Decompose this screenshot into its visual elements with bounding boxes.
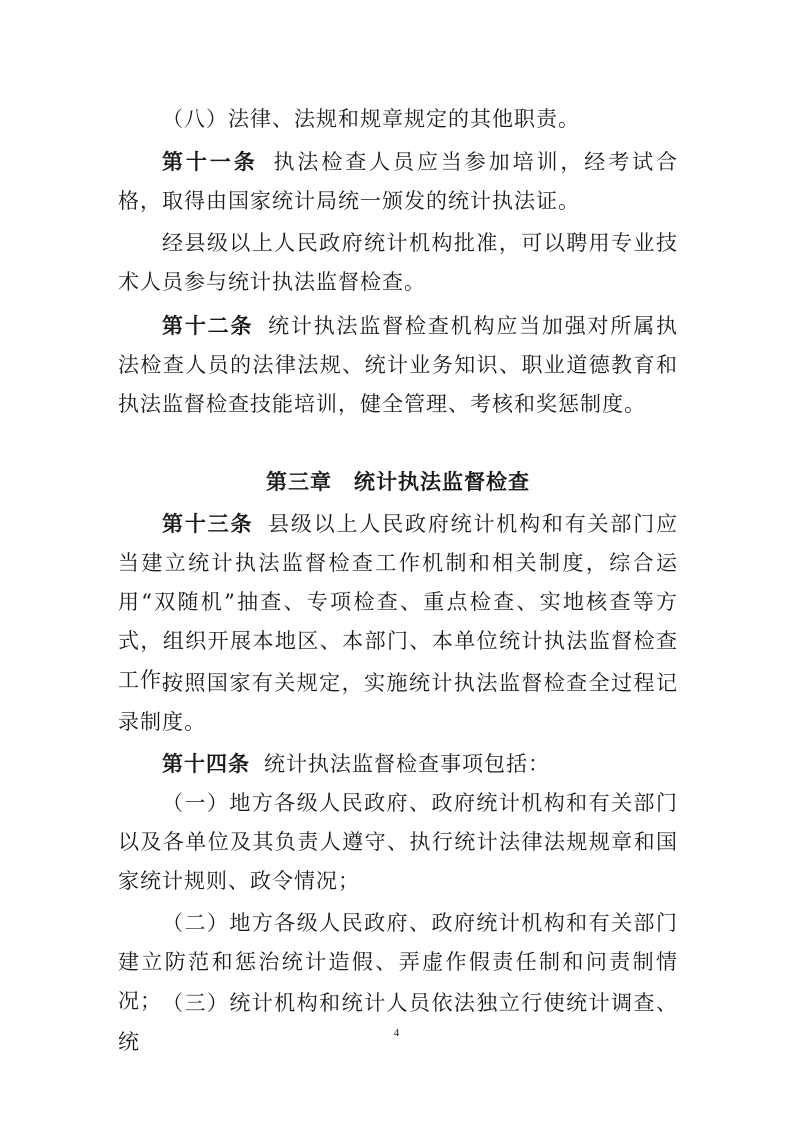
article-12	[118, 306, 678, 424]
paragraph-item-3	[118, 984, 678, 1062]
paragraph-text: 统计执法监督检查事项包括：	[264, 752, 550, 776]
page-number: 4	[393, 1027, 400, 1039]
chapter-number: 第三章	[266, 469, 332, 494]
paragraph-item-8	[118, 100, 678, 139]
paragraph-text: 经县级以上人民政府统计机构批准，可以聘用专业技术人员参与统计执法监督检查。	[118, 231, 678, 294]
article-label: 第十一条	[162, 149, 258, 174]
article-14	[118, 744, 678, 784]
article-label: 第十二条	[162, 313, 254, 338]
paragraph-text: 县级以上人民政府统计机构和有关部门应当建立统计执法监督检查工作机制和相关制度，综合运用“双随机”抽查、专项检查、重点检查、实地核查等方式，组织开展本地区、本部门、本单位统计执法监督检查工作。	[118, 512, 679, 692]
paragraph-item-1	[118, 784, 678, 901]
article-label: 第十三条	[162, 511, 254, 536]
paragraph-hiring	[118, 224, 678, 302]
paragraph-text: （八）法律、法规和规章规定的其他职责。	[162, 107, 580, 131]
paragraph-text: 统计执法监督检查机构应当加强对所属执法检查人员的法律法规、统计业务知识、职业道德教育和执法监督检查技能培训，健全管理、考核和奖惩制度。	[118, 314, 679, 416]
paragraph-recording	[118, 664, 678, 742]
chapter-title: 统计执法监督检查	[354, 469, 530, 494]
paragraph-text: 按照国家有关规定，实施统计执法监督检查全过程记录制度。	[118, 671, 678, 734]
paragraph-text: （二）地方各级人民政府、政府统计机构和有关部门建立防范和惩治统计造假、弄虚作假责任制和问责制情况；	[118, 911, 678, 1013]
article-11	[118, 142, 678, 221]
article-label: 第十四条	[162, 751, 250, 776]
paragraph-text: 执法检查人员应当参加培训，经考试合格，取得由国家统计局统一颁发的统计执法证。	[118, 150, 679, 213]
paragraph-text: （一）地方各级人民政府、政府统计机构和有关部门以及各单位及其负责人遵守、执行统计法律法规规章和国家统计规则、政令情况；	[118, 791, 678, 893]
chapter-heading	[118, 462, 678, 501]
paragraph-text: （三）统计机构和统计人员依法独立行使统计调查、统	[118, 991, 678, 1054]
